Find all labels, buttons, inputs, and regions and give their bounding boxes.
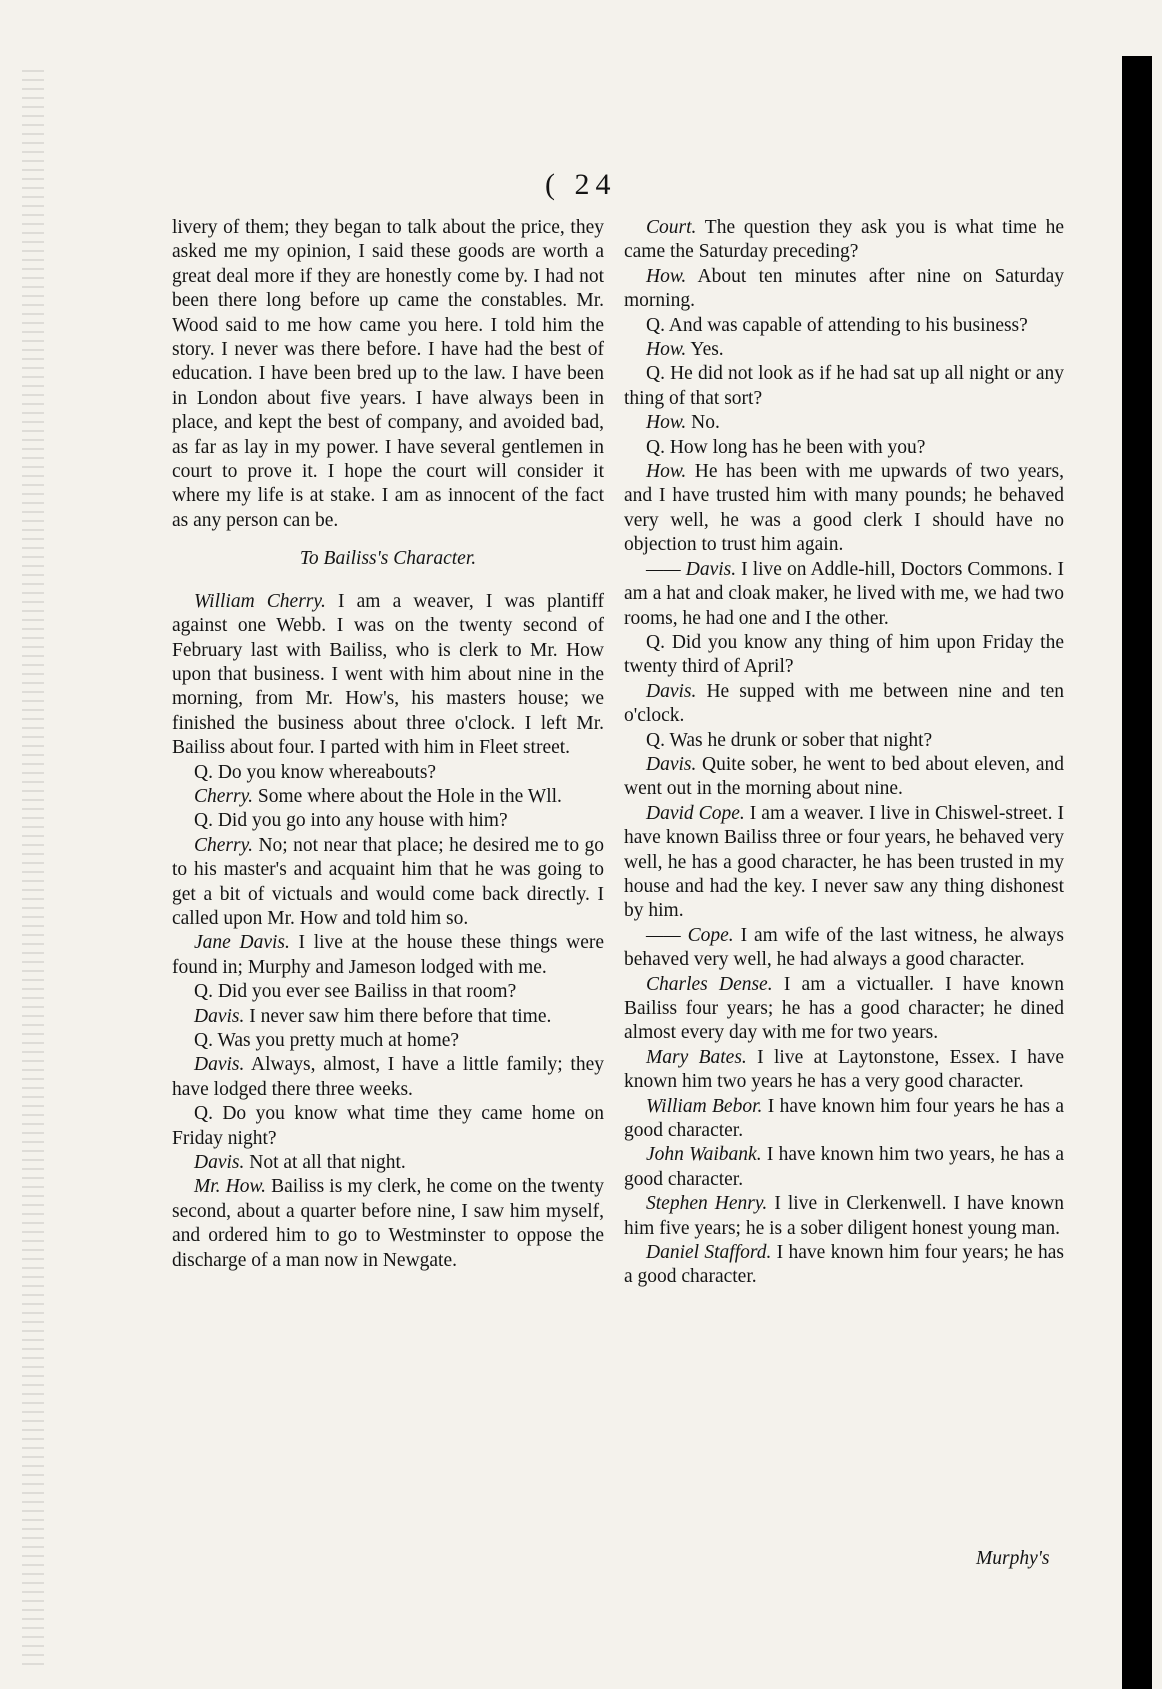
left-margin-bleed <box>22 70 44 1670</box>
question: Q. Did you ever see Bailiss in that room? <box>194 981 517 1003</box>
speaker-name: How. <box>646 265 687 287</box>
speaker-name: —— Davis. <box>646 558 737 580</box>
paragraph: —— Davis. I live on Addle-hill, Doctors Commons. I am a hat and cloak maker, he lived with me, we had two rooms, he had one and I the other. <box>624 558 1064 629</box>
paragraph: Davis. I never saw him there before that time. <box>194 1005 552 1027</box>
speaker-name: Cherry. <box>194 834 254 856</box>
speaker-name: David Cope. <box>646 802 745 824</box>
paragraph: Cherry. Some where about the Hole in the Wll. <box>194 785 562 807</box>
question: Q. Do you know whereabouts? <box>194 761 437 783</box>
page-number: ( 24 <box>545 168 617 201</box>
paragraph: livery of them; they began to talk about the price, they asked me my opinion, I said these goods are worth a great deal more if they are honestly come by. I had not been there long before up came the constables. Mr. Wood said to me how came you here. I told him the story. I never was there before. I have had the best of education. I have been bred up to the law. I have been in London about five years. I have always been in place, and kept the best of company, and avoided bad, as far as lay in my power. I have several gentlemen in court to prove it. I hope the court will consider it where my life is at stake. I am as innocent of the fact as any person can be. <box>172 217 604 531</box>
paragraph: Davis. He supped with me between nine and ten o'clock. <box>624 680 1064 727</box>
paragraph: Mary Bates. I live at Laytonstone, Essex. I have known him two years he has a very good character. <box>624 1046 1065 1093</box>
speaker-name: Court. <box>646 217 697 238</box>
paragraph: How. About ten minutes after nine on Saturday morning. <box>624 265 1064 312</box>
speaker-name: How. <box>646 461 687 483</box>
question: Q. Do you know what time they came home on Friday night? <box>172 1103 604 1149</box>
question: Q. And was capable of attending to his business? <box>646 314 1028 336</box>
speaker-name: Cherry. <box>194 785 254 807</box>
paragraph: Davis. Quite sober, he went to bed about eleven, and went out in the morning about nine. <box>624 753 1064 800</box>
paragraph: Davis. Not at all that night. <box>194 1152 406 1174</box>
speaker-name: John Waibank. <box>646 1144 762 1166</box>
paragraph: —— Cope. I am wife of the last witness, he always behaved very well, he had always a good character. <box>624 924 1064 971</box>
question: Q. Did you know any thing of him upon Friday the twenty third of April? <box>624 631 1064 678</box>
paragraph: Daniel Stafford. I have known him four years; he has a good character. <box>624 1242 1064 1288</box>
paragraph: Cherry. No; not near that place; he desired me to go to his master's and acquaint him that he was going to get a bit of victuals and would come back directly. I called upon Mr. How and told him so. <box>172 834 604 929</box>
catchword: Murphy's <box>976 1548 1050 1569</box>
paragraph: Stephen Henry. I live in Clerkenwell. I have known him five years; he is a sober diligent honest young man. <box>624 1193 1064 1239</box>
paragraph: Court. The question they ask you is what time he came the Saturday preceding? <box>624 217 1064 263</box>
speaker-name: —— Cope. <box>646 924 734 946</box>
speaker-name: How. <box>646 412 687 434</box>
paragraph: William Cherry. I am a weaver, I was plantiff against one Webb. I was on the twenty second of February last with Bailiss, who is clerk to Mr. How upon that business. I went with him about nine in the morning, from Mr. How's, his masters house; we finished the business about three o'clock. I left Mr. Bailiss about four. I parted with him in Fleet street. <box>172 590 604 759</box>
paragraph: David Cope. I am a weaver. I live in Chiswel-street. I have known Bailiss three or four years, he behaved very well, he has a good character, he has been trusted in my house and had the key. I never saw any thing dishonest by him. <box>624 802 1064 922</box>
right-edge-shadow <box>1122 56 1152 1689</box>
speaker-name: Davis. <box>194 1054 245 1076</box>
paragraph: William Bebor. I have known him four years he has a good character. <box>624 1095 1065 1142</box>
paragraph: How. He has been with me upwards of two years, and I have trusted him with many pounds; he behaved very well, he was a good clerk I should have no objection to trust him again. <box>624 461 1064 556</box>
question: Q. Was he drunk or sober that night? <box>646 729 933 751</box>
left-column <box>172 216 604 1273</box>
paragraph: John Waibank. I have known him two years, he has a good character. <box>624 1144 1064 1190</box>
question: Q. Was you pretty much at home? <box>194 1030 460 1051</box>
paragraph: Charles Dense. I am a victualler. I have known Bailiss four years; he has a good character; he dined almost every day with me for two years. <box>624 973 1064 1044</box>
paragraph: How. Yes. <box>646 339 724 361</box>
speaker-name: Mr. How. <box>194 1176 266 1198</box>
paragraph: Mr. How. Bailiss is my clerk, he come on the twenty second, about a quarter before nine, I saw him myself, and ordered him to go to Westminster to oppose the discharge of a man now in Newgate. <box>172 1176 605 1271</box>
speaker-name: Mary Bates. <box>646 1046 747 1068</box>
paragraph: How. No. <box>646 412 720 434</box>
section-heading: To Bailiss's Character. <box>299 548 477 570</box>
speaker-name: William Bebor. <box>646 1095 763 1117</box>
speaker-name: Davis. <box>646 680 697 702</box>
paragraph: Jane Davis. I live at the house these things were found in; Murphy and Jameson lodged with me. <box>172 932 604 978</box>
speaker-name: Stephen Henry. <box>646 1193 768 1215</box>
question: Q. Did you go into any house with him? <box>194 810 508 832</box>
speaker-name: Davis. <box>194 1152 245 1174</box>
speaker-name: Davis. <box>194 1005 245 1027</box>
question: Q. He did not look as if he had sat up all night or any thing of that sort? <box>624 363 1064 409</box>
speaker-name: William Cherry. <box>194 590 326 612</box>
question: Q. How long has he been with you? <box>646 436 926 458</box>
speaker-name: How. <box>646 339 687 361</box>
right-column <box>624 216 1064 1290</box>
speaker-name: Daniel Stafford. <box>646 1242 772 1264</box>
speaker-name: Jane Davis. <box>194 932 290 954</box>
speaker-name: Charles Dense. <box>646 973 773 995</box>
paragraph: Davis. Always, almost, I have a little family; they have lodged there three weeks. <box>172 1054 604 1100</box>
speaker-name: Davis. <box>646 753 697 775</box>
